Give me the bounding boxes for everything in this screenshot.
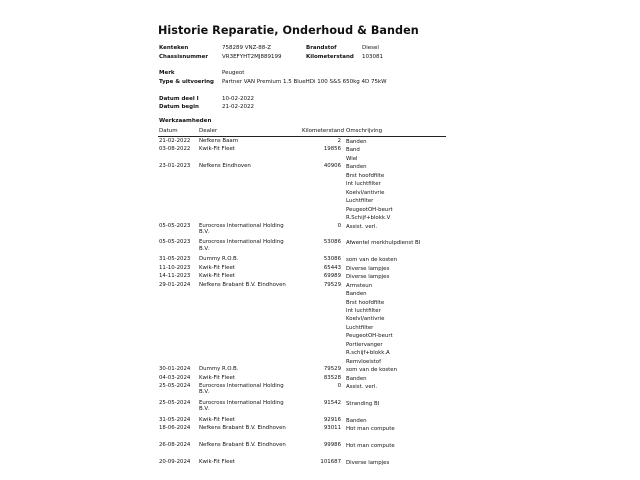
row-dealer: Nefkens Brabant B.V. Eindhoven: [199, 281, 286, 288]
row-omschrijving: Diverse lampjes: [346, 460, 390, 467]
row-kilometerstand: 2: [337, 138, 341, 144]
row-kilometerstand: 83528: [323, 374, 341, 381]
row-date: 20-09-2024: [159, 459, 191, 466]
chassis-value: VR3EFYHT2MJ889199: [222, 54, 282, 60]
row-date: 04-03-2024: [159, 374, 191, 381]
row-date: 14-11-2023: [159, 273, 191, 280]
row-omschrijving: Banden: [346, 164, 367, 171]
row-omschrijving: Brst hoofdfilte: [346, 299, 385, 306]
row-date: 21-02-2022: [159, 138, 191, 144]
row-omschrijving: Koelvl/antivrie: [346, 316, 385, 323]
kilometerstand-value: 103081: [362, 54, 383, 60]
row-kilometerstand: 40906: [323, 163, 341, 170]
row-dealer: Eurocross International Holding B.V.: [199, 383, 284, 396]
row-dealer: Kwik-Fit Fleet: [199, 374, 235, 381]
row-kilometerstand: 79529: [323, 281, 341, 288]
kenteken-label: Kenteken: [159, 45, 189, 51]
type-label: Type & uitvoering: [159, 79, 214, 85]
row-omschrijving: Assist. verl.: [346, 384, 378, 391]
row-kilometerstand: 79529: [323, 366, 341, 373]
row-kilometerstand: 99986: [323, 442, 341, 449]
type-value: Partner VAN Premium 1.5 BlueHDi 100 S&S 650kg 4D 75kW: [222, 79, 387, 85]
row-omschrijving: som van de kosten: [346, 257, 398, 264]
datum-deel-value: 10-02-2022: [222, 96, 254, 102]
row-date: 31-05-2023: [159, 256, 191, 263]
row-omschrijving: Armsteun: [346, 282, 373, 289]
column-header-datum: Datum: [159, 128, 178, 134]
page-title: Historie Reparatie, Onderhoud & Banden: [158, 24, 419, 37]
kenteken-value: 758289 VNZ-88-Z: [222, 45, 272, 51]
row-date: 26-08-2024: [159, 442, 191, 449]
row-omschrijving: Banden: [346, 417, 367, 424]
row-kilometerstand: 91542: [323, 399, 341, 406]
row-omschrijving: Banden: [346, 375, 367, 382]
row-kilometerstand: 101687: [320, 459, 341, 466]
row-kilometerstand: 65443: [323, 264, 341, 271]
merk-value: Peugeot: [222, 70, 245, 76]
chassis-label: Chassisnummer: [159, 54, 209, 60]
row-dealer: Kwik-Fit Fleet: [199, 459, 235, 466]
row-omschrijving: Wiel: [346, 155, 358, 162]
row-date: 03-08-2022: [159, 146, 191, 153]
row-omschrijving: Assist. verl.: [346, 223, 378, 230]
row-dealer: Eurocross International Holding B.V.: [199, 399, 284, 413]
row-omschrijving: R.schijf+blokk.A: [346, 350, 390, 357]
row-dealer: Nefkens Brabant B.V. Eindhoven: [199, 442, 286, 449]
datum-begin-label: Datum begin: [159, 104, 199, 110]
row-omschrijving: Hot man compute: [346, 443, 395, 450]
row-date: 05-05-2023: [159, 239, 191, 246]
row-date: 31-05-2024: [159, 416, 191, 423]
row-omschrijving: Hot man compute: [346, 426, 395, 433]
row-omschrijving: Brst hoofdfilte: [346, 172, 385, 179]
brandstof-label: Brandstof: [306, 45, 337, 51]
row-date: 23-01-2023: [159, 163, 191, 170]
row-dealer: Kwik-Fit Fleet: [199, 146, 235, 153]
row-omschrijving: Afwentel merkhulpdienst BI: [346, 240, 421, 247]
row-kilometerstand: 92916: [323, 416, 341, 423]
row-omschrijving: Stranding BI: [346, 400, 380, 407]
row-omschrijving: Banden: [346, 139, 367, 145]
row-omschrijving: Int luchtfilter: [346, 308, 381, 314]
row-kilometerstand: 0: [337, 222, 341, 229]
row-dealer: Dummy R.O.B.: [199, 256, 239, 263]
row-omschrijving: som van de kosten: [346, 367, 398, 374]
row-date: 29-01-2024: [159, 281, 191, 288]
row-kilometerstand: 53086: [323, 256, 341, 263]
row-kilometerstand: 93011: [323, 425, 341, 432]
row-dealer: Kwik-Fit Fleet: [199, 273, 235, 280]
column-header-dealer: Dealer: [199, 128, 218, 134]
row-kilometerstand: 69989: [323, 273, 341, 280]
row-omschrijving: Banden: [346, 291, 367, 298]
column-header-kilometerstand: Kilometerstand: [302, 128, 344, 134]
row-omschrijving: PeugeotOH-beurt: [346, 333, 393, 340]
row-dealer: Dummy R.O.B.: [199, 366, 239, 373]
header-divider: [158, 136, 446, 137]
row-omschrijving: Portiervanger: [346, 341, 383, 348]
row-date: 18-06-2024: [159, 425, 191, 432]
row-date: 25-05-2024: [159, 399, 191, 406]
row-kilometerstand: 53086: [323, 239, 341, 246]
row-omschrijving: Diverse lampjes: [346, 265, 390, 272]
row-dealer: Nefkens Baarn: [199, 138, 239, 144]
kilometerstand-label: Kilometerstand: [306, 54, 354, 60]
row-omschrijving: Band: [346, 147, 360, 154]
row-omschrijving: R.Schijf+blokk.V: [346, 215, 391, 222]
row-omschrijving: Remvloeistof: [346, 358, 381, 365]
column-header-omschrijving: Omschrijving: [346, 128, 383, 134]
row-date: 30-01-2024: [159, 366, 191, 373]
row-dealer: Kwik-Fit Fleet: [199, 264, 235, 271]
row-dealer: Kwik-Fit Fleet: [199, 416, 235, 423]
row-kilometerstand: 19856: [323, 146, 341, 153]
datum-begin-value: 21-02-2022: [222, 104, 254, 110]
row-omschrijving: Int luchtfilter: [346, 181, 381, 188]
row-omschrijving: Koelvl/antivrie: [346, 189, 385, 196]
row-omschrijving: Diverse lampjes: [346, 274, 390, 281]
row-dealer: Eurocross International Holding B.V.: [199, 222, 284, 235]
merk-label: Merk: [159, 70, 175, 76]
row-kilometerstand: 0: [337, 383, 341, 390]
row-dealer: Eurocross International Holding B.V.: [199, 239, 284, 252]
row-date: 25-05-2024: [159, 383, 191, 390]
row-dealer: Nefkens Eindhoven: [199, 163, 251, 170]
row-omschrijving: Luchtfilter: [346, 324, 374, 331]
row-dealer: Nefkens Brabant B.V. Eindhoven: [199, 425, 286, 432]
werkzaamheden-heading: Werkzaamheden: [159, 118, 212, 124]
datum-deel-label: Datum deel I: [159, 96, 199, 102]
row-date: 05-05-2023: [159, 222, 191, 229]
row-omschrijving: Luchtfilter: [346, 198, 374, 205]
row-date: 11-10-2023: [159, 264, 191, 271]
row-omschrijving: PeugeotOH-beurt: [346, 206, 393, 213]
brandstof-value: Diesel: [362, 45, 379, 51]
